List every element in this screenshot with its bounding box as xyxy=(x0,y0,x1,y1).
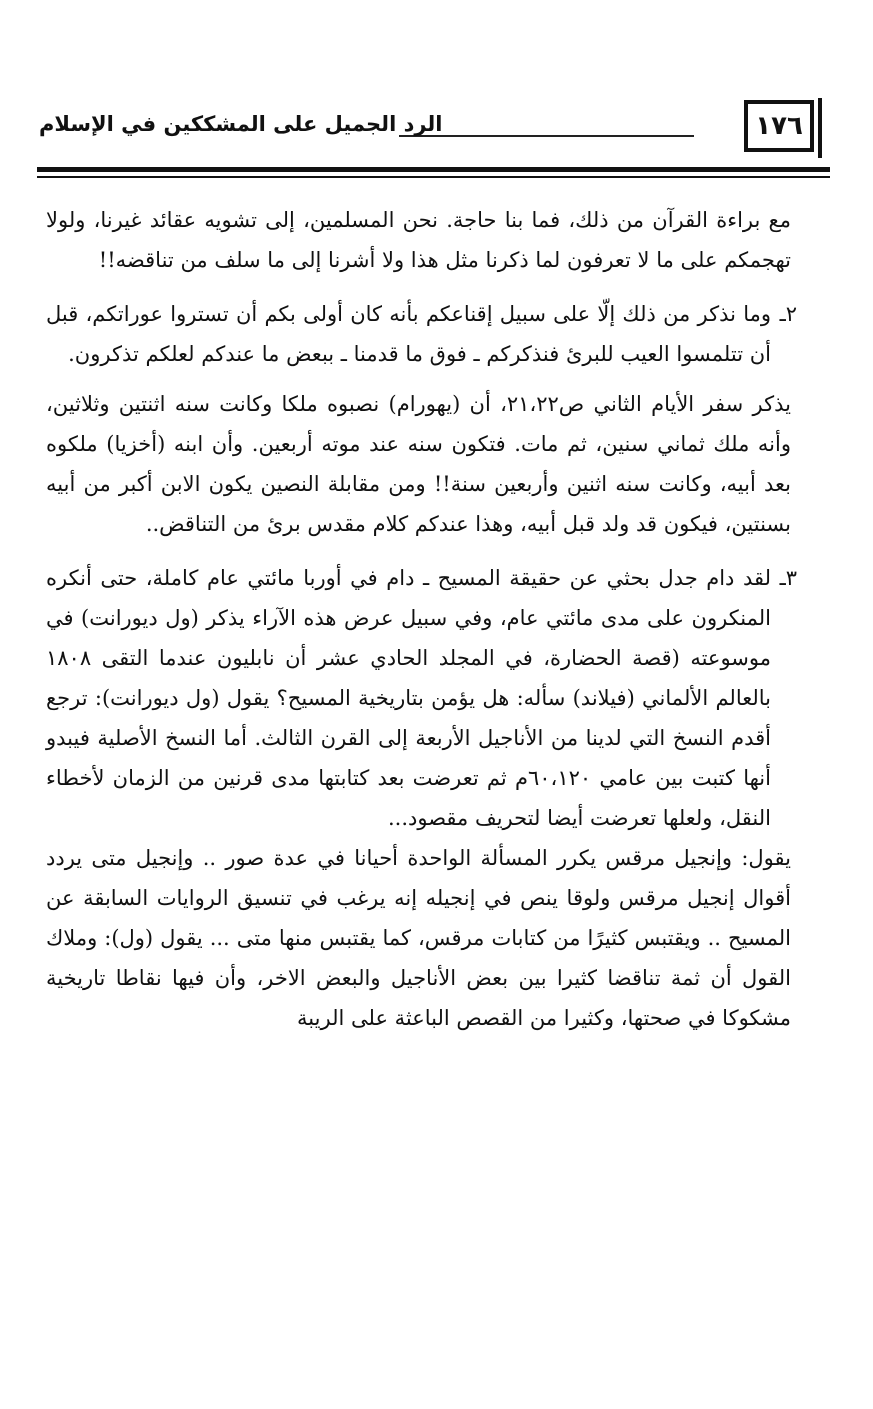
book-title: الرد الجميل على المشككين في الإسلام xyxy=(39,112,443,136)
list-item-2 xyxy=(46,294,797,374)
header-rule-thick xyxy=(37,167,830,172)
list-item-number: ٣ـ xyxy=(779,566,797,590)
paragraph-continuation: مع براءة القرآن من ذلك، فما بنا حاجة. نحن المسلمين، إلى تشويه عقائد غيرنا، ولولا تهجمكم على ما لا تعرفون لما ذكرنا مثل هذا ولا أشرنا إلى ما سلف من تناقضه!! xyxy=(46,208,791,272)
header-rule-thin xyxy=(37,176,830,178)
list-item-text: وما نذكر من ذلك إلّا على سبيل إقناعكم بأنه كان أولى بكم أن تستروا عوراتكم، قبل أن تتلمسوا العيب للبرئ فنذكركم ـ فوق ما قدمنا ـ ببعض ما عندكم لعلكم تذكرون. xyxy=(46,302,771,366)
list-item-number: ٢ـ xyxy=(779,302,797,326)
page-body xyxy=(46,200,797,1038)
paragraph-chronicles: يذكر سفر الأيام الثاني ص٢١،٢٢، أن (يهورام) نصبوه ملكا وكانت سنه اثنتين وثلاثين، وأنه ملك ثماني سنين، ثم مات. فتكون سنه عند موته أربعين. وأن ابنه (أخزيا) ملكوه بعد أبيه، وكانت سنه اثنين وأربعين سنة!! ومن مقابلة النصين يكون الابن أكبر من أبيه بسنتين، فيكون قد ولد قبل أبيه، وهذا عندكم كلام مقدس برئ من التناقض.. xyxy=(46,392,792,536)
page-header xyxy=(35,98,830,164)
paragraph-gospels: يقول: وإنجيل مرقس يكرر المسألة الواحدة أحيانا في عدة صور .. وإنجيل متى يردد أقوال إنجيل مرقس ولوقا ينص في إنجيله إنه يرغب في تنسيق الروايات السابقة عن المسيح .. ويقتبس كثيرًا من كتابات مرقس، كما يقتبس منها متى ... يقول (ول): وملاك القول أن ثمة تناقضا كثيرا بين بعض الأناجيل والبعض الاخر، وأن فيها نقاطا تاريخية مشكوكا في صحتها، وكثيرا من القصص الباعثة على الريبة xyxy=(46,846,792,1030)
list-item-3 xyxy=(46,558,797,838)
page-number: ١٧٦ xyxy=(744,100,814,152)
list-item-text: لقد دام جدل بحثي عن حقيقة المسيح ـ دام في أوربا مائتي عام كاملة، حتى أنكره المنكرون على مدى مائتي عام، وفي سبيل عرض هذه الآراء يذكر (ول ديورانت) في موسوعته (قصة الحضارة، في المجلد الحادي عشر أن نابليون عندما التقى ١٨٠٨ بالعالم الألماني (فيلاند) سأله: هل يؤمن بتاريخية المسيح؟ يقول (ول ديورانت): ترجع أقدم النسخ التي لدينا من الأناجيل الأربعة إلى القرن الثالث. أما النسخ الأصلية فيبدو أنها كتبت بين عامي ٦٠،١٢٠م ثم تعرضت بعد كتابتها مدى قرنين من الزمان لأخطاء النقل، ولعلها تعرضت أيضا لتحريف مقصود... xyxy=(46,566,771,830)
header-divider-line xyxy=(399,135,694,137)
